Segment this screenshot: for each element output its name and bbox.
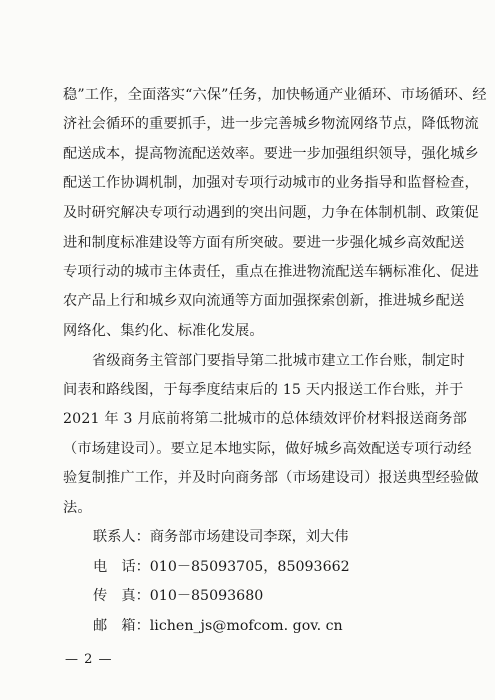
phone-row (93, 557, 350, 577)
page-number: — 2 — (65, 652, 113, 667)
phone-label: 电 话： (93, 559, 150, 575)
paragraph-1-line: 专项行动的城市主体责任，重点在推进物流配送车辆标准化、促进 (63, 264, 479, 280)
paragraph-2-line: 2021 年 3 月底前将第二批城市的总体绩效评价材料报送商务部 (63, 411, 467, 427)
fax-value: 010－85093680 (149, 588, 264, 604)
paragraph-2-line: 省级商务主管部门要指导第二批城市建立工作台账，制定时 (92, 353, 465, 369)
paragraph-1-line: 配送成本，提高物流配送效率。要进一步加强组织领导，强化城乡 (63, 146, 479, 162)
contact-person-row (93, 527, 348, 547)
paragraph-1-line: 进和制度标准建设等方面有所突破。要进一步强化城乡高效配送 (63, 235, 465, 251)
paragraph-1-line: 配送工作协调机制，加强对专项行动城市的业务指导和监督检查， (63, 175, 479, 191)
contact-person-label: 联系人： (93, 529, 150, 545)
fax-row (93, 586, 263, 606)
contact-person-value: 商务部市场建设司李琛，刘大伟 (149, 529, 349, 545)
phone-value: 010－85093705，85093662 (149, 559, 350, 575)
paragraph-2-line: （市场建设司）。要立足本地实际，做好城乡高效配送专项行动经 (63, 441, 472, 457)
paragraph-1-line: 网络化、集约化、标准化发展。 (63, 323, 264, 339)
email-label: 邮 箱： (93, 618, 150, 634)
paragraph-1-line: 济社会循环的重要抓手，进一步完善城乡物流网络节点，降低物流 (63, 116, 479, 132)
paragraph-1-line: 稳”工作，全面落实“六保”任务，加快畅通产业循环、市场循环、经 (63, 87, 487, 103)
paragraph-1-line: 及时研究解决专项行动遇到的突出问题，力争在体制机制、政策促 (63, 205, 479, 221)
fax-label: 传 真： (93, 588, 150, 604)
paragraph-1-line: 农产品上行和城乡双向流通等方面加强探索创新，推进城乡配送 (63, 293, 465, 309)
email-row (93, 616, 343, 636)
paragraph-2-line: 间表和路线图，于每季度结束后的 15 天内报送工作台账，并于 (63, 382, 464, 398)
email-value: lichen_js@mofcom. gov. cn (149, 618, 343, 634)
paragraph-2-line: 验复制推广工作，并及时向商务部（市场建设司）报送典型经验做 (63, 470, 479, 486)
paragraph-2-line: 法。 (63, 500, 92, 516)
